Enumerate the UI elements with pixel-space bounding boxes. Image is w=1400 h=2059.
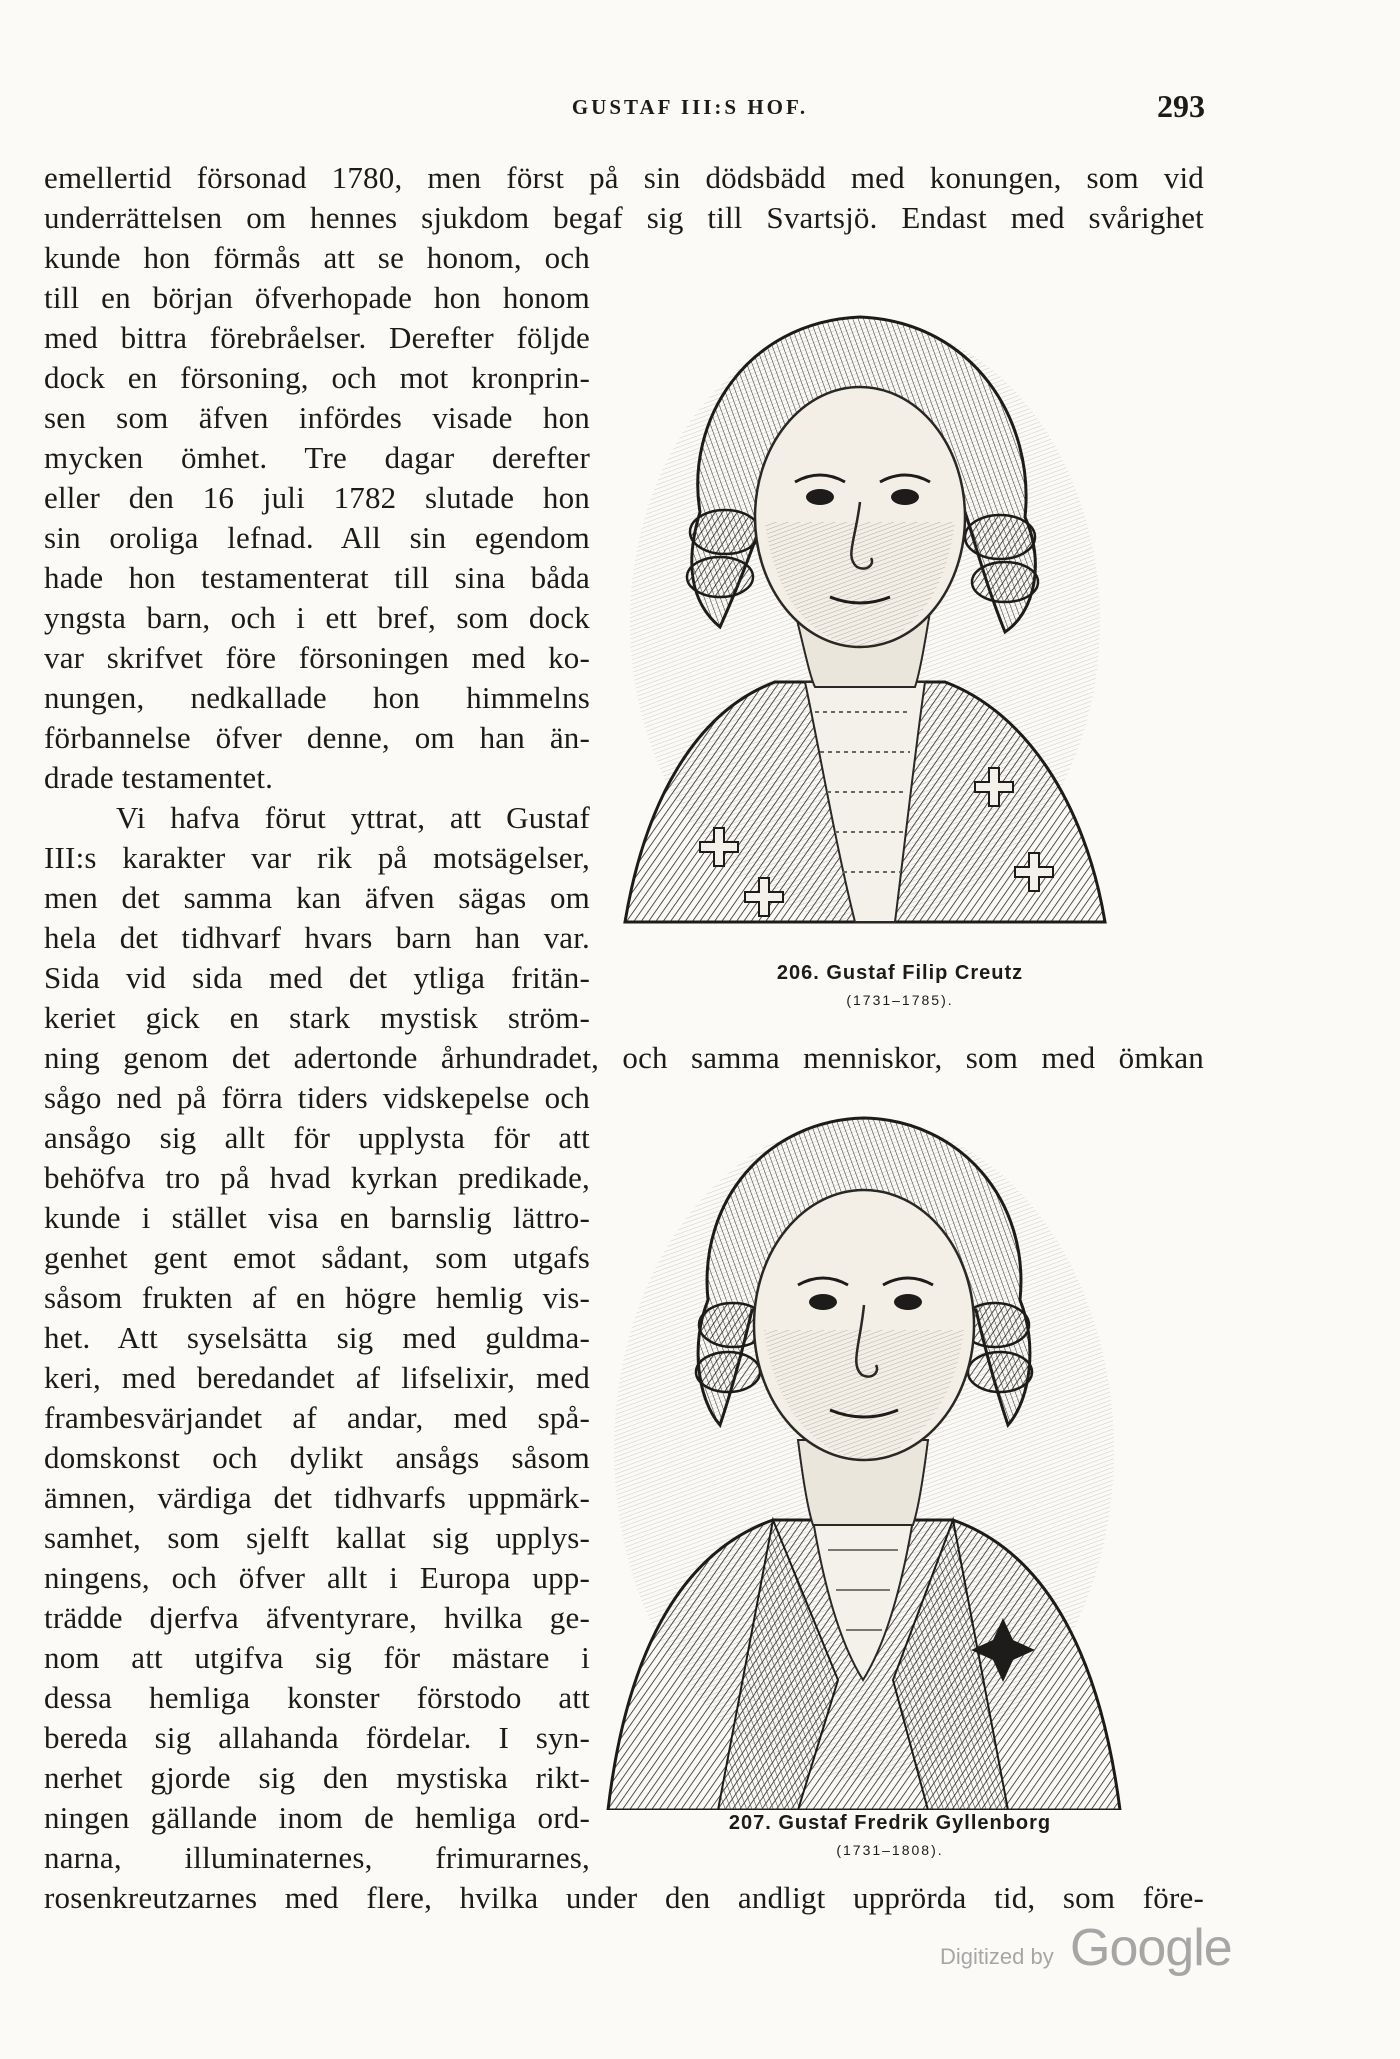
running-title: GUSTAF III:S HOF. [571, 95, 809, 119]
text-line: hela det tidhvarf hvars barn han var. [44, 920, 590, 955]
text-line: sin oroliga lefnad. All sin egendom [44, 520, 590, 555]
text-line: Vi hafva förut yttrat, att Gustaf [116, 800, 590, 835]
text-line: ämnen, värdiga det tidhvarfs uppmärk- [44, 1480, 590, 1515]
text-line: trädde djerfva äfventyrare, hvilka ge- [44, 1600, 590, 1635]
text-line: hade hon testamenterat till sina båda [44, 560, 590, 595]
text-line: sågo ned på förra tiders vidskepelse och [44, 1080, 590, 1115]
portrait-engraving-creutz [605, 282, 1115, 950]
text-line: nerhet gjorde sig den mystiska rikt- [44, 1760, 590, 1795]
text-line: Sida vid sida med det ytliga fritän- [44, 960, 590, 995]
portrait-engraving-gyllenborg [598, 1080, 1130, 1810]
text-line: yngsta barn, och i ett bref, som dock [44, 600, 590, 635]
figure-206-caption: 206. Gustaf Filip Creutz [776, 962, 1024, 984]
text-line: kunde hon förmås att se honom, och [44, 240, 590, 275]
text-line: drade testamentet. [44, 760, 274, 795]
text-line: dock en försoning, och mot kronprin- [44, 360, 590, 395]
text-line: ansågo sig allt för upplysta för att [44, 1120, 590, 1155]
digitized-by-google-watermark [940, 1918, 1240, 1978]
text-line: ningens, och öfver allt i Europa upp- [44, 1560, 590, 1595]
text-line: var skrifvet före försoningen med ko- [44, 640, 590, 675]
text-line: bereda sig allahanda fördelar. I syn- [44, 1720, 590, 1755]
text-line: sen som äfven infördes visade hon [44, 400, 590, 435]
figure-207-caption: 207. Gustaf Fredrik Gyllenborg [728, 1812, 1052, 1834]
text-line: mycken ömhet. Tre dagar derefter [44, 440, 590, 475]
text-line: förbannelse öfver denne, om han än- [44, 720, 590, 755]
text-line: genhet gent emot sådant, som utgafs [44, 1240, 590, 1275]
text-line: ning genom det adertonde århundradet, och samma menniskor, som med ömkan [44, 1040, 1204, 1075]
page-number: 293 [1157, 88, 1205, 124]
text-line: med bittra förebråelser. Derefter följde [44, 320, 590, 355]
text-line: narna, illuminaternes, frimurarnes, [44, 1840, 590, 1875]
text-line: frambesvärjandet af andar, med spå- [44, 1400, 590, 1435]
text-line: eller den 16 juli 1782 slutade hon [44, 480, 590, 515]
text-line: keri, med beredandet af lifselixir, med [44, 1360, 590, 1395]
text-line: emellertid försonad 1780, men först på sin dödsbädd med konungen, som vid [44, 160, 1204, 195]
text-line: till en början öfverhopade hon honom [44, 280, 590, 315]
text-line: het. Att syselsätta sig med guldma- [44, 1320, 590, 1355]
text-line: III:s karakter var rik på motsägelser, [44, 840, 590, 875]
text-line: nungen, nedkallade hon himmelns [44, 680, 590, 715]
text-line: keriet gick en stark mystisk ström- [44, 1000, 590, 1035]
figure-206-dates: (1731–1785). [846, 992, 954, 1008]
text-line: behöfva tro på hvad kyrkan predikade, [44, 1160, 590, 1195]
watermark-prefix: Digitized by [940, 1944, 1054, 1969]
text-line: samhet, som sjelft kallat sig upplys- [44, 1520, 590, 1555]
text-line: men det samma kan äfven sägas om [44, 880, 590, 915]
watermark-brand: Google [1070, 1919, 1232, 1977]
text-line: rosenkreutzarnes med flere, hvilka under den andligt upprörda tid, som före- [44, 1880, 1204, 1915]
text-line: dessa hemliga konster förstodo att [44, 1680, 590, 1715]
figure-207-dates: (1731–1808). [836, 1842, 944, 1858]
text-line: såsom frukten af en högre hemlig vis- [44, 1280, 590, 1315]
text-line: ningen gällande inom de hemliga ord- [44, 1800, 590, 1835]
text-line: kunde i stället visa en barnslig lättro- [44, 1200, 590, 1235]
text-line: domskonst och dylikt ansågs såsom [44, 1440, 590, 1475]
text-line: underrättelsen om hennes sjukdom begaf sig till Svartsjö. Endast med svårighet [44, 200, 1204, 235]
text-line: nom att utgifva sig för mästare i [44, 1640, 590, 1675]
